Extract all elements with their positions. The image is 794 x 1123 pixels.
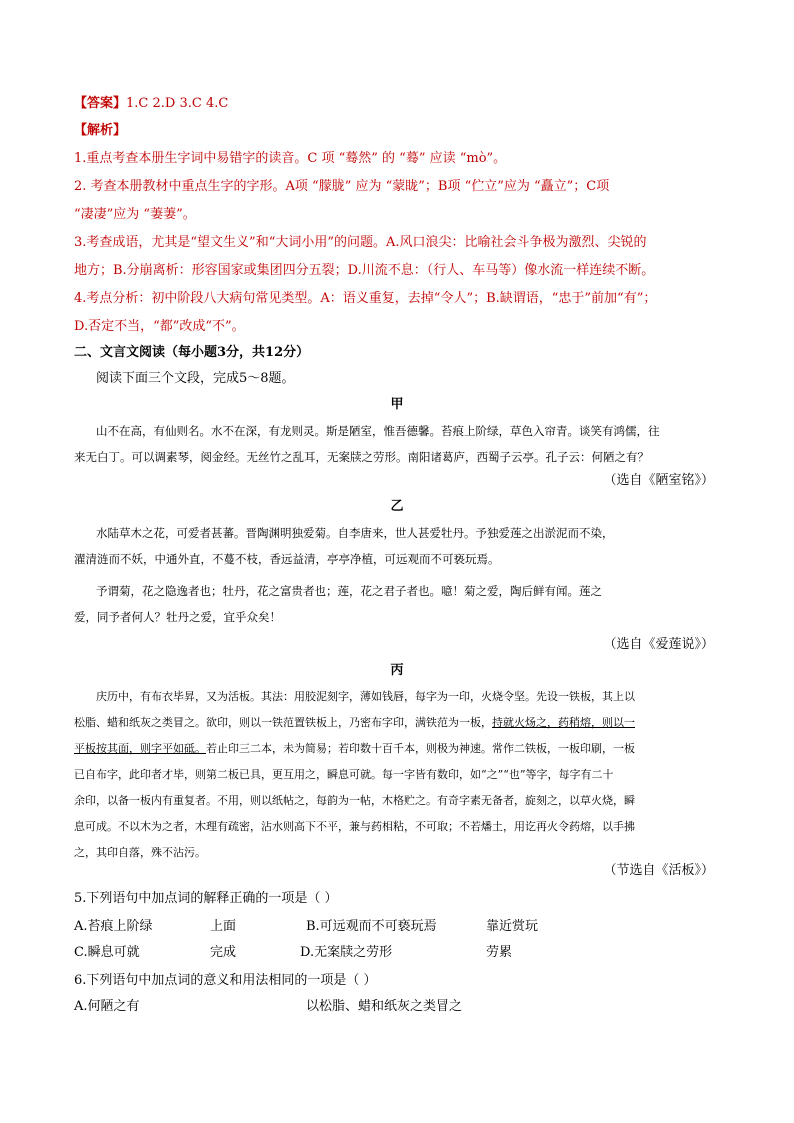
analysis-p4-line2: D.否定不当，“都”改成“不”。 <box>74 319 245 334</box>
question-5-option-b: B.可远观而不可亵玩焉 <box>306 919 437 934</box>
analysis-p2-line1: 2. 考查本册教材中重点生字的字形。A项 “朦胧” 应为 “蒙眬”；B项 “伫立”应为 “矗立”；C项 <box>74 179 610 194</box>
analysis-p4-line1: 4.考点分析：初中阶段八大病句常见类型。A：语义重复，去掉“令人”；B.缺谓语，“忠于”前加“有”； <box>74 291 657 306</box>
passage-jia-title: 甲 <box>390 397 404 412</box>
question-5-stem: 5.下列语句中加点词的解释正确的一项是（ ） <box>74 891 338 906</box>
question-5-option-d-explanation: 劳累 <box>486 945 513 960</box>
analysis-label: 【解析】 <box>74 123 127 138</box>
passage-bing-title: 丙 <box>390 663 404 678</box>
analysis-p2-line2: “凄凄”应为 “萋萋”。 <box>74 207 196 222</box>
passage-bing-line2-underlined: 持就火炀之，药稍熔，则以一 <box>492 716 635 729</box>
passage-bing-source: （节选自《活板》） <box>603 863 714 878</box>
question-6-stem: 6.下列语句中加点词的意义和用法相同的一项是（ ） <box>74 973 377 988</box>
question-5-option-d: D.无案牍之劳形 <box>300 945 393 960</box>
passage-bing-line3-underlined: 平板按其面，则字平如砥。 <box>74 742 206 755</box>
passage-jia-line1: 山不在高，有仙则名。水不在深，有龙则灵。斯是陋室，惟吾德馨。苔痕上阶绿，草色入帘青。谈笑有鸿儒，往 <box>96 424 660 438</box>
passage-bing-line1: 庆历中，有布衣毕昇，又为活板。其法：用胶泥刻字，薄如钱唇，每字为一印，火烧令坚。先设一铁板，其上以 <box>96 690 635 703</box>
passage-yi-line3: 予谓菊，花之隐逸者也；牡丹，花之富贵者也；莲，花之君子者也。噫！菊之爱，陶后鲜有闻。莲之 <box>96 584 602 598</box>
passage-yi-source: （选自《爱莲说》） <box>603 637 714 652</box>
section-heading: 二、文言文阅读（每小题3分，共12分） <box>74 345 310 360</box>
passage-yi-title: 乙 <box>390 499 404 514</box>
passage-bing-line3 <box>74 740 635 758</box>
answer-items: 1.C 2.D 3.C 4.C <box>126 96 229 111</box>
passage-bing-line2-text: 松脂、蜡和纸灰之类冒之。欲印，则以一铁范置铁板上，乃密布字印，满铁范为一板， <box>74 716 492 729</box>
passage-yi-line2: 濯清涟而不妖，中通外直，不蔓不枝，香远益清，亭亭净植，可远观而不可亵玩焉。 <box>74 552 500 566</box>
passage-bing-line4: 已自布字，此印者才毕，则第二板已具，更互用之，瞬息可就。每一字皆有数印，如“之”“也”等字，每字有二十 <box>74 768 614 781</box>
question-6-option-a: A.何陋之有 <box>74 999 140 1014</box>
answer-line <box>74 95 228 113</box>
passage-bing-line3-text: 若止印三二本，未为简易；若印数十百千本，则极为神速。常作二铁板，一板印刷，一板 <box>206 742 635 755</box>
question-6-option-a-second: 以松脂、蜡和纸灰之类冒之 <box>306 999 463 1014</box>
analysis-p3-line2: 地方；B.分崩离析：形容国家或集团四分五裂；D.川流不息：（行人、车马等）像水流一样连续不断。 <box>74 263 655 278</box>
question-5-option-a: A.苔痕上阶绿 <box>74 919 153 934</box>
question-5-option-c-explanation: 完成 <box>210 945 237 960</box>
section-instruction: 阅读下面三个文段，完成5～8题。 <box>96 371 295 386</box>
analysis-p1: 1.重点考查本册生字词中易错字的读音。C 项 “蓦然” 的 “蓦” 应读 “mò”。 <box>74 151 507 166</box>
passage-yi-line1: 水陆草木之花，可爱者甚蕃。晋陶渊明独爱菊。自李唐来，世人甚爱牡丹。予独爱莲之出淤泥而不染， <box>96 526 614 540</box>
question-5-option-b-explanation: 靠近赏玩 <box>486 919 539 934</box>
answer-label: 【答案】 <box>74 96 127 111</box>
analysis-p3-line1: 3.考查成语，尤其是“望文生义”和“大词小用”的问题。A.风口浪尖：比喻社会斗争极为激烈、尖锐的 <box>74 235 647 250</box>
passage-bing-line5: 余印，以备一板内有重复者。不用，则以纸帖之，每韵为一帖，木格贮之。有奇字素无备者，旋刻之，以草火烧，瞬 <box>74 794 635 807</box>
passage-jia-source: （选自《陋室铭》） <box>603 473 714 488</box>
passage-bing-line6: 息可成。不以木为之者，木理有疏密，沾水则高下不平，兼与药相粘，不可取；不若燔土，用讫再火令药熔，以手拂 <box>74 820 635 833</box>
passage-yi-line4: 爱，同予者何人？牡丹之爱，宜乎众矣！ <box>74 610 281 624</box>
passage-bing-line7: 之，其印自落，殊不沾污。 <box>74 846 206 859</box>
question-5-option-c: C.瞬息可就 <box>74 945 140 960</box>
passage-jia-line2: 来无白丁。可以调素琴，阅金经。无丝竹之乱耳，无案牍之劳形。南阳诸葛庐，西蜀子云亭。孔子云：何陋之有？ <box>74 450 649 464</box>
passage-bing-line2 <box>74 714 635 732</box>
question-5-option-a-explanation: 上面 <box>210 919 237 934</box>
